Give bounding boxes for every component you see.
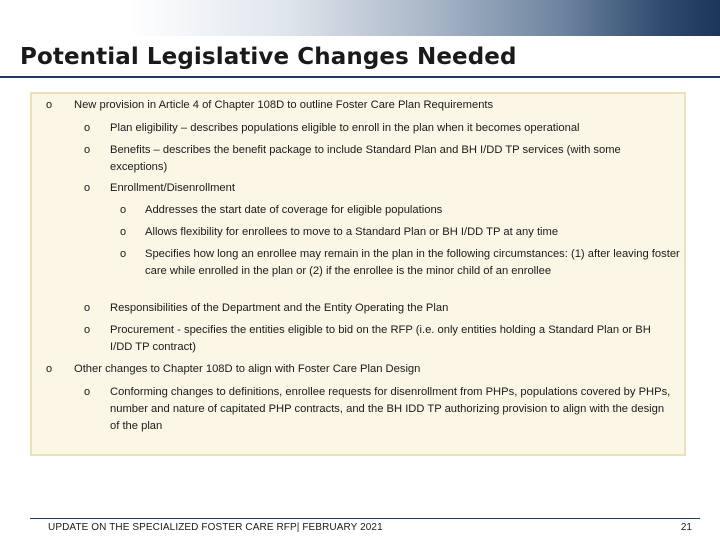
bullet-marker: o — [84, 182, 91, 194]
bullet-marker: o — [84, 324, 91, 336]
footer-text: UPDATE ON THE SPECIALIZED FOSTER CARE RFP| FEBRUARY 2021 — [48, 522, 383, 533]
bullet-marker: o — [46, 99, 53, 111]
bullet-start-date: Addresses the start date of coverage for eligible populations — [145, 204, 443, 216]
bullet-conforming-changes: Conforming changes to definitions, enrollee requests for disenrollment from PHPs, populations covered by PHPs, number and nature of capitated PHP contracts, and the BH IDD TP authorizing provision to align with the design of the plan — [110, 386, 671, 432]
bullet-marker: o — [46, 363, 53, 375]
bullet-marker: o — [84, 302, 91, 314]
bullet-enrollment: Enrollment/Disenrollment — [110, 182, 235, 194]
bullet-plan-eligibility: Plan eligibility – describes populations eligible to enroll in the plan when it becomes operational — [110, 122, 580, 134]
page-title: Potential Legislative Changes Needed — [20, 44, 517, 70]
bullet-marker: o — [120, 226, 127, 238]
bullet-benefits: Benefits – describes the benefit package to include Standard Plan and BH I/DD TP services (with some exceptions) — [110, 144, 621, 173]
bullet-procurement: Procurement - specifies the entities eligible to bid on the RFP (i.e. only entities holding a Standard Plan or BH I/DD TP contract) — [110, 324, 651, 353]
bullet-marker: o — [84, 386, 91, 398]
bullet-duration: Specifies how long an enrollee may remain in the plan in the following circumstances: (1) after leaving foster care while enrolled in the plan or (2) if the enrollee is the minor child of an enrollee — [145, 248, 680, 277]
bullet-marker: o — [120, 204, 127, 216]
bullet-marker: o — [120, 248, 127, 260]
bullet-marker: o — [84, 144, 91, 156]
bullet-responsibilities: Responsibilities of the Department and the Entity Operating the Plan — [110, 302, 449, 314]
bullet-other-changes: Other changes to Chapter 108D to align with Foster Care Plan Design — [74, 363, 421, 375]
bullet-marker: o — [84, 122, 91, 134]
title-divider — [0, 76, 720, 78]
header-gradient-band — [0, 0, 720, 36]
page-number: 21 — [680, 522, 692, 533]
footer-divider — [30, 518, 700, 519]
bullet-flexibility: Allows flexibility for enrollees to move to a Standard Plan or BH I/DD TP at any time — [145, 226, 559, 238]
bullet-new-provision: New provision in Article 4 of Chapter 108D to outline Foster Care Plan Requirements — [74, 99, 494, 111]
